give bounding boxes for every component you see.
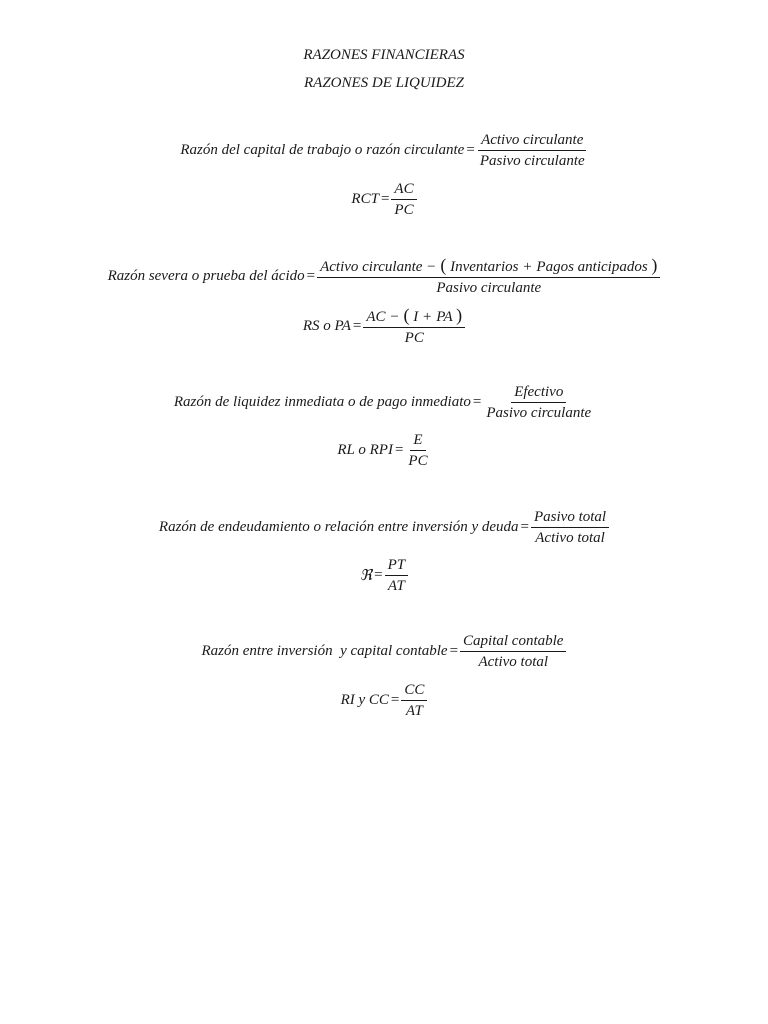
equals-sign: = <box>472 394 482 410</box>
numerator-term: AC <box>366 309 386 325</box>
equals-sign: = <box>449 643 459 659</box>
formula-lhs: Razón entre inversión y capital contable <box>201 643 448 659</box>
close-paren: ) <box>456 305 463 325</box>
denominator: Pasivo circulante <box>436 280 542 296</box>
minus-sign: − <box>390 309 399 325</box>
numerator: CC <box>401 681 427 701</box>
formula-lhs: RS o PA <box>302 318 351 334</box>
fraction <box>460 632 566 671</box>
formula-working-capital-abbreviation <box>0 180 768 219</box>
denominator: AT <box>387 578 405 594</box>
numerator: Efectivo <box>511 383 566 403</box>
denominator: PC <box>408 453 428 469</box>
numerator-term: I <box>413 309 419 325</box>
numerator: AC <box>391 180 416 200</box>
formula-indebtedness-abbreviation <box>0 556 768 595</box>
fraction <box>317 256 660 297</box>
equals-sign: = <box>520 519 530 535</box>
denominator: AT <box>405 703 423 719</box>
numerator: Pasivo total <box>531 508 609 528</box>
formula-lhs: RCT <box>351 191 379 207</box>
numerator-term: Activo circulante <box>320 259 423 275</box>
document-title: RAZONES FINANCIERAS <box>303 47 465 63</box>
fraction <box>531 508 609 547</box>
fraction <box>363 306 465 347</box>
fraction <box>483 383 594 422</box>
formula-indebtedness-definition <box>0 508 768 547</box>
equals-sign: = <box>374 567 383 583</box>
close-paren: ) <box>651 255 658 275</box>
formula-lhs: RL o RPI <box>337 442 393 458</box>
equals-sign: = <box>352 318 362 334</box>
section-title: RAZONES DE LIQUIDEZ <box>304 75 464 91</box>
equals-sign: = <box>466 142 475 158</box>
formula-lhs: Razón de endeudamiento o relación entre inversión y deuda <box>158 519 519 535</box>
formula-lhs: Razón severa o prueba del ácido <box>107 268 305 284</box>
minus-sign: − <box>427 259 436 275</box>
formula-lhs: RI y CC <box>340 692 389 708</box>
formula-lhs: Razón de liquidez inmediata o de pago inmediato <box>173 394 471 410</box>
equals-sign: = <box>394 442 404 458</box>
equals-sign: = <box>306 268 316 284</box>
numerator: Activo circulante <box>478 131 586 151</box>
equals-sign: = <box>390 692 400 708</box>
numerator-term: Pagos anticipados <box>536 259 648 275</box>
fraction <box>477 131 588 170</box>
numerator <box>317 256 660 278</box>
open-paren: ( <box>440 255 447 275</box>
fraction <box>405 431 430 470</box>
fraction <box>385 556 409 595</box>
formula-acid-test-abbreviation <box>0 306 768 347</box>
formula-immediate-liquidity-definition <box>0 383 768 422</box>
formula-lhs: Razón del capital de trabajo o razón circulante <box>180 142 465 158</box>
numerator <box>363 306 465 328</box>
numerator-term: Inventarios <box>450 259 519 275</box>
numerator-term: PA <box>436 309 453 325</box>
formula-investment-equity-abbreviation <box>0 681 768 720</box>
denominator: PC <box>394 202 414 218</box>
formula-investment-equity-definition <box>0 632 768 671</box>
equals-sign: = <box>380 191 390 207</box>
denominator: Activo total <box>535 530 605 546</box>
formula-working-capital-definition <box>0 131 768 170</box>
plus-sign: + <box>523 259 532 275</box>
formula-lhs: ℜ <box>359 568 373 584</box>
numerator: E <box>410 431 425 451</box>
formula-immediate-liquidity-abbreviation <box>0 431 768 470</box>
denominator: PC <box>404 330 424 346</box>
formula-acid-test-definition <box>0 256 768 297</box>
plus-sign: + <box>423 309 432 325</box>
fraction <box>391 180 416 219</box>
denominator: Activo total <box>478 654 549 670</box>
numerator: PT <box>385 556 409 576</box>
numerator: Capital contable <box>460 632 566 652</box>
denominator: Pasivo circulante <box>479 153 585 169</box>
open-paren: ( <box>403 305 410 325</box>
fraction <box>401 681 427 720</box>
denominator: Pasivo circulante <box>486 405 592 421</box>
